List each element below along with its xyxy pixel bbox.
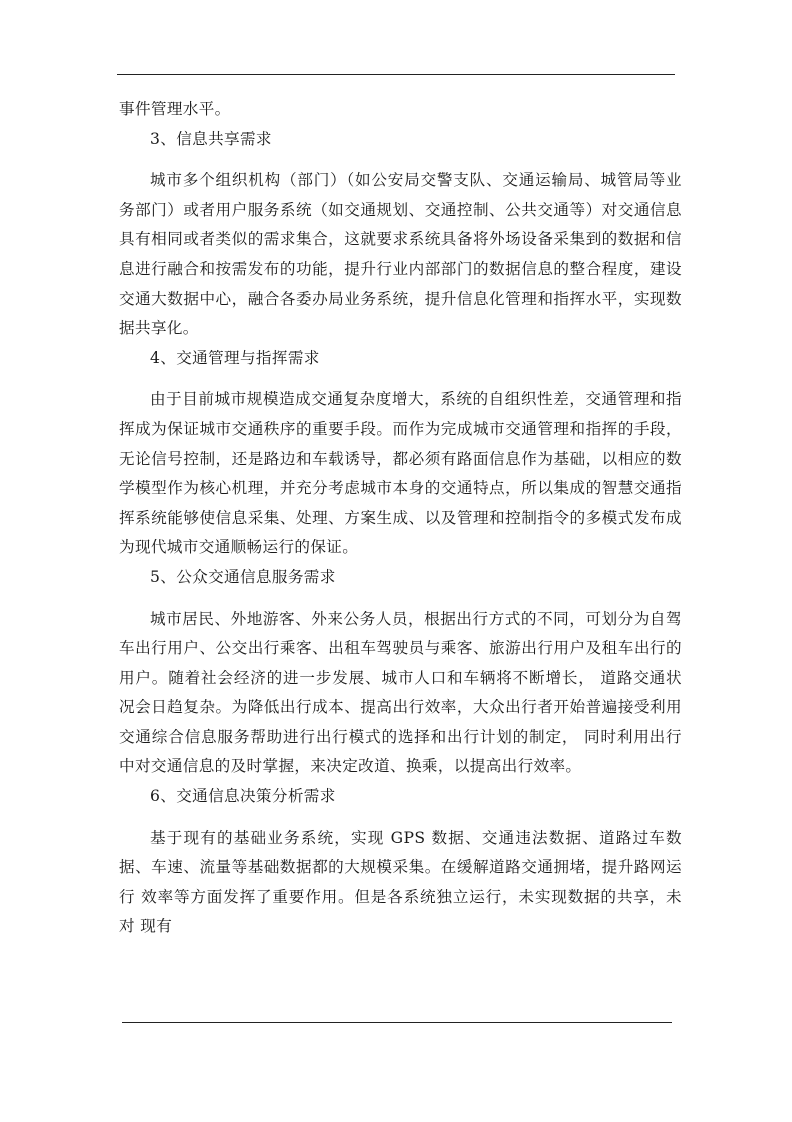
section-body-3: 城市多个组织机构（部门）（如公安局交警支队、交通运输局、城管局等业务部门）或者用户服务系统（如交通规划、交通控制、公共交通等）对交通信息具有相同或者类似的需求集合，这就要求系统具备将外场设备采集到的数据和信息进行融合和按需发布的功能，提升行业内部部门的数据信息的整合程度，建设交通大数据中心，融合各委办局业务系统，提升信息化管理和指挥水平，实现数据共享化。 (119, 171, 682, 338)
section-heading-6: 6、交通信息决策分析需求 (150, 787, 336, 806)
section-heading-4: 4、交通管理与指挥需求 (150, 348, 320, 367)
section-body-6: 基于现有的基础业务系统，实现 GPS 数据、交通违法数据、道路过车数据、车速、流量等基础数据都的大规模采集。在缓解道路交通拥堵，提升路网运行 效率等方面发挥了重要作用。但是各系统独立运行，未实现数据的共享，未对 现有 (119, 828, 682, 936)
header-rule (117, 74, 675, 75)
section-body-5: 城市居民、外地游客、外来公务人员，根据出行方式的不同，可划分为自驾车出行用户、公交出行乘客、出租车驾驶员与乘客、旅游出行用户及租车出行的用户。随着社会经济的进一步发展、城市人口和车辆将不断增长， 道路交通状况会日趋复杂。为降低出行成本、提高出行效率，大众出行者开始普遍接受利用交通综合信息服务帮助进行出行模式的选择和出行计划的制定， 同时利用出行中对交通信息的及时掌握，来决定改道、换乘，以提高出行效率。 (119, 609, 682, 776)
footer-rule (122, 1022, 672, 1023)
page-body (119, 95, 682, 942)
section-heading-3: 3、信息共享需求 (150, 129, 272, 148)
section-heading-5: 5、公众交通信息服务需求 (150, 567, 336, 586)
section-body-4: 由于目前城市规模造成交通复杂度增大，系统的自组织性差，交通管理和指挥成为保证城市交通秩序的重要手段。而作为完成城市交通管理和指挥的手段，无论信号控制，还是路边和车载诱导，都必须有路面信息作为基础，以相应的数学模型作为核心机理，并充分考虑城市本身的交通特点，所以集成的智慧交通指挥系统能够使信息采集、处理、方案生成、以及管理和控制指令的多模式发布成为现代城市交通顺畅运行的保证。 (119, 390, 682, 557)
continuation-paragraph: 事件管理水平。 (119, 100, 231, 118)
